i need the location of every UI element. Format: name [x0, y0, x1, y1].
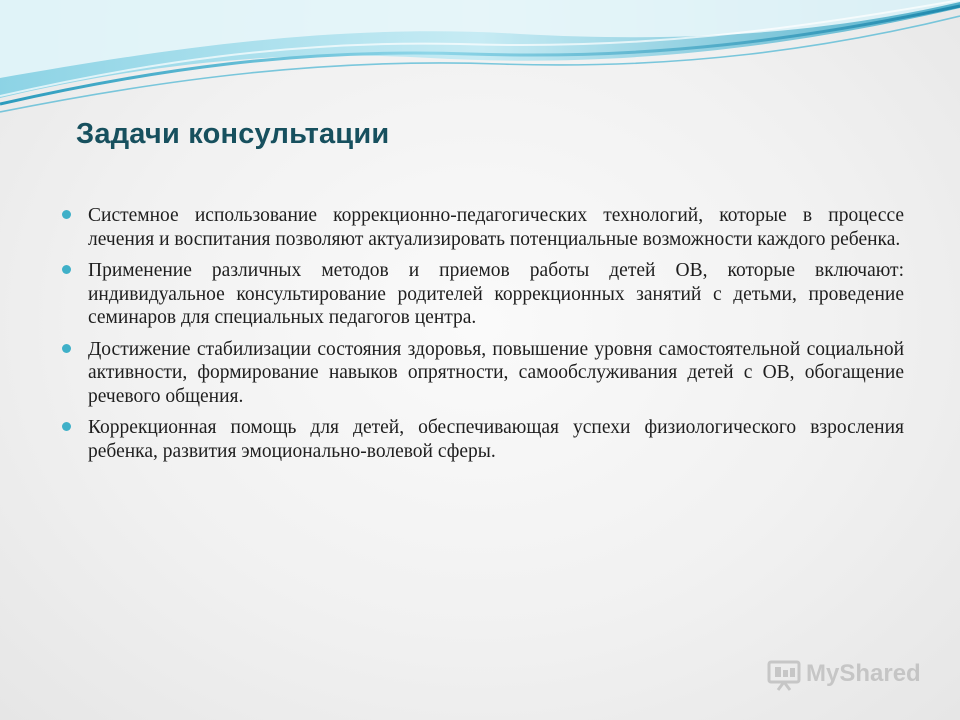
- bullet-dot-icon: [62, 422, 71, 431]
- presentation-screen-icon: [766, 656, 802, 692]
- bullet-dot-icon: [62, 210, 71, 219]
- bullet-item: [62, 416, 904, 463]
- slide-title: Задачи консультации: [76, 118, 390, 150]
- bullet-item: [62, 204, 904, 251]
- bullet-item: [62, 259, 904, 330]
- bullet-text: Достижение стабилизации состояния здоровья, повышение уровня самостоятельной социальной активности, формирование навыков опрятности, самообслуживания детей с ОВ, обогащение речевого общения.: [88, 338, 904, 407]
- bullet-list: [62, 204, 904, 471]
- bullet-text: Применение различных методов и приемов работы детей ОВ, которые включают: индивидуальное консультирование родителей коррекционных занятий с детьми, проведение семинаров для специальных педагогов центра.: [88, 260, 904, 328]
- myshared-watermark: [766, 656, 921, 692]
- bullet-dot-icon: [62, 344, 71, 353]
- bullet-text: Коррекционная помощь для детей, обеспечивающая успехи физиологического взросления ребенка, развития эмоционально-волевой сферы.: [88, 417, 904, 462]
- bullet-item: [62, 338, 904, 409]
- watermark-text: MyShared: [806, 660, 921, 687]
- bullet-text: Системное использование коррекционно-педагогических технологий, которые в процессе лечения и воспитания позволяют актуализировать потенциальные возможности каждого ребенка.: [88, 205, 904, 250]
- bullet-dot-icon: [62, 265, 71, 274]
